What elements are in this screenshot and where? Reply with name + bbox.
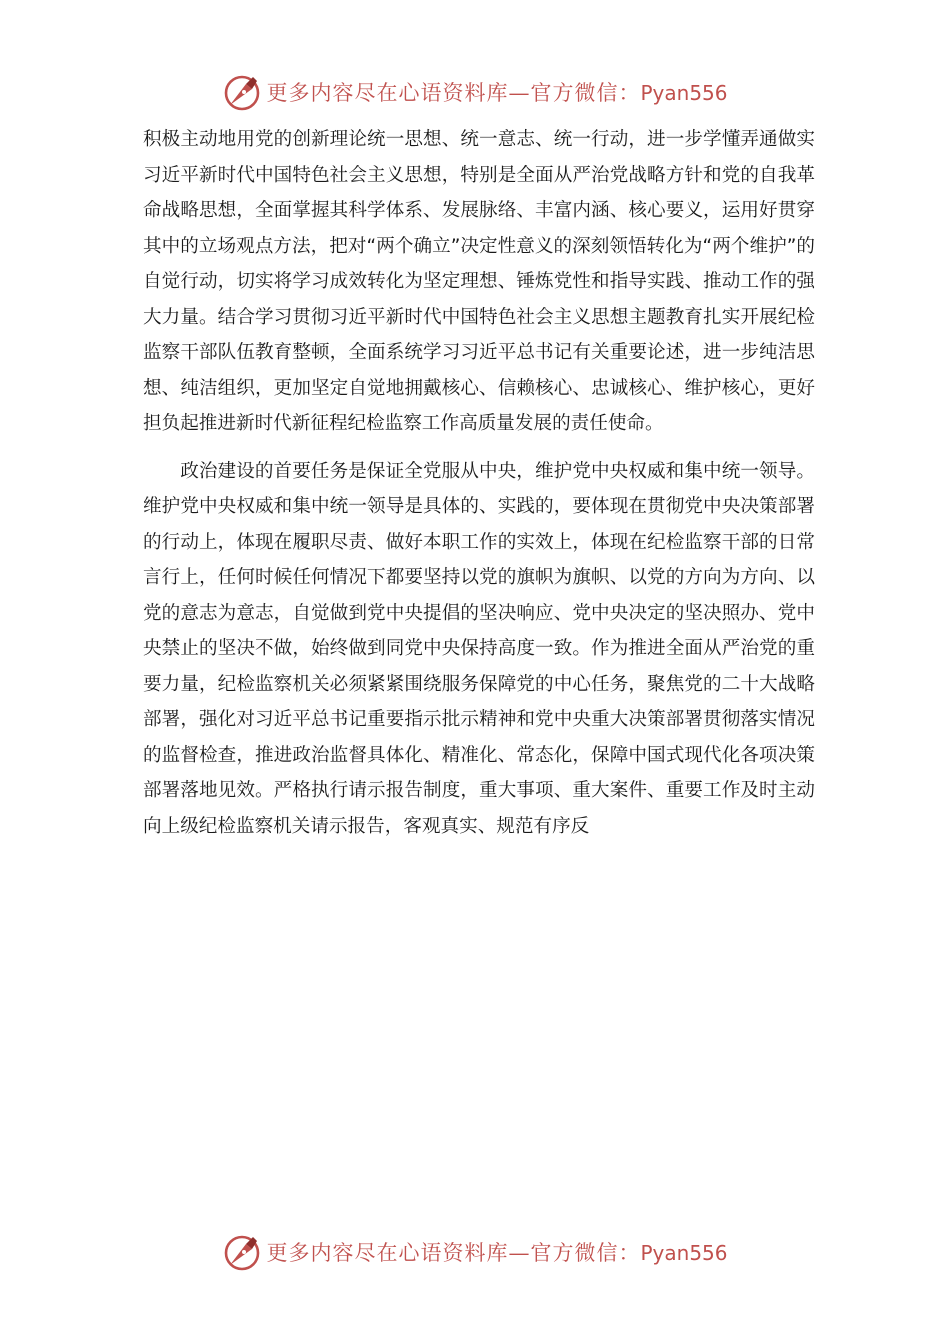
document-body — [143, 122, 815, 844]
wechat-id: Pyan556 — [640, 1241, 728, 1265]
paragraph-1: 积极主动地用党的创新理论统一思想、统一意志、统一行动，进一步学懂弄通做实习近平新时代中国特色社会主义思想，特别是全面从严治党战略方针和党的自我革命战略思想，全面掌握其科学体系、发展脉络、丰富内涵、核心要义，运用好贯穿其中的立场观点方法，把对“两个确立”决定性意义的深刻领悟转化为“两个维护”的自觉行动，切实将学习成效转化为坚定理想、锤炼党性和指导实践、推动工作的强大力量。结合学习贯彻习近平新时代中国特色社会主义思想主题教育扎实开展纪检监察干部队伍教育整顿，全面系统学习习近平总书记有关重要论述，进一步纯洁思想、纯洁组织，更加坚定自觉地拥戴核心、信赖核心、忠诚核心、维护核心，更好担负起推进新时代新征程纪检监察工作高质量发展的责任使命。 — [143, 129, 815, 434]
banner-text: 更多内容尽在心语资料库—官方微信：Pyan556 — [266, 1241, 728, 1265]
pen-nib-logo-icon — [222, 1232, 262, 1272]
paragraph-2: 政治建设的首要任务是保证全党服从中央，维护党中央权威和集中统一领导。维护党中央权威和集中统一领导是具体的、实践的，要体现在贯彻党中央决策部署的行动上，体现在履职尽责、做好本职工作的实效上，体现在纪检监察干部的日常言行上，任何时候任何情况下都要坚持以党的旗帜为旗帜、以党的方向为方向、以党的意志为意志，自觉做到党中央提倡的坚决响应、党中央决定的坚决照办、党中央禁止的坚决不做，始终做到同党中央保持高度一致。作为推进全面从严治党的重要力量，纪检监察机关必须紧紧围绕服务保障党的中心任务，聚焦党的二十大战略部署，强化对习近平总书记重要指示批示精神和党中央重大决策部署贯彻落实情况的监督检查，推进政治监督具体化、精准化、常态化，保障中国式现代化各项决策部署落地见效。严格执行请示报告制度，重大事项、重大案件、重要工作及时主动向上级纪检监察机关请示报告，客观真实、规范有序反 — [143, 460, 815, 837]
banner-text: 更多内容尽在心语资料库—官方微信：Pyan556 — [266, 81, 728, 105]
wechat-id: Pyan556 — [640, 81, 728, 105]
header-banner — [0, 68, 950, 116]
footer-banner — [0, 1228, 950, 1276]
pen-nib-logo-icon — [222, 72, 262, 112]
